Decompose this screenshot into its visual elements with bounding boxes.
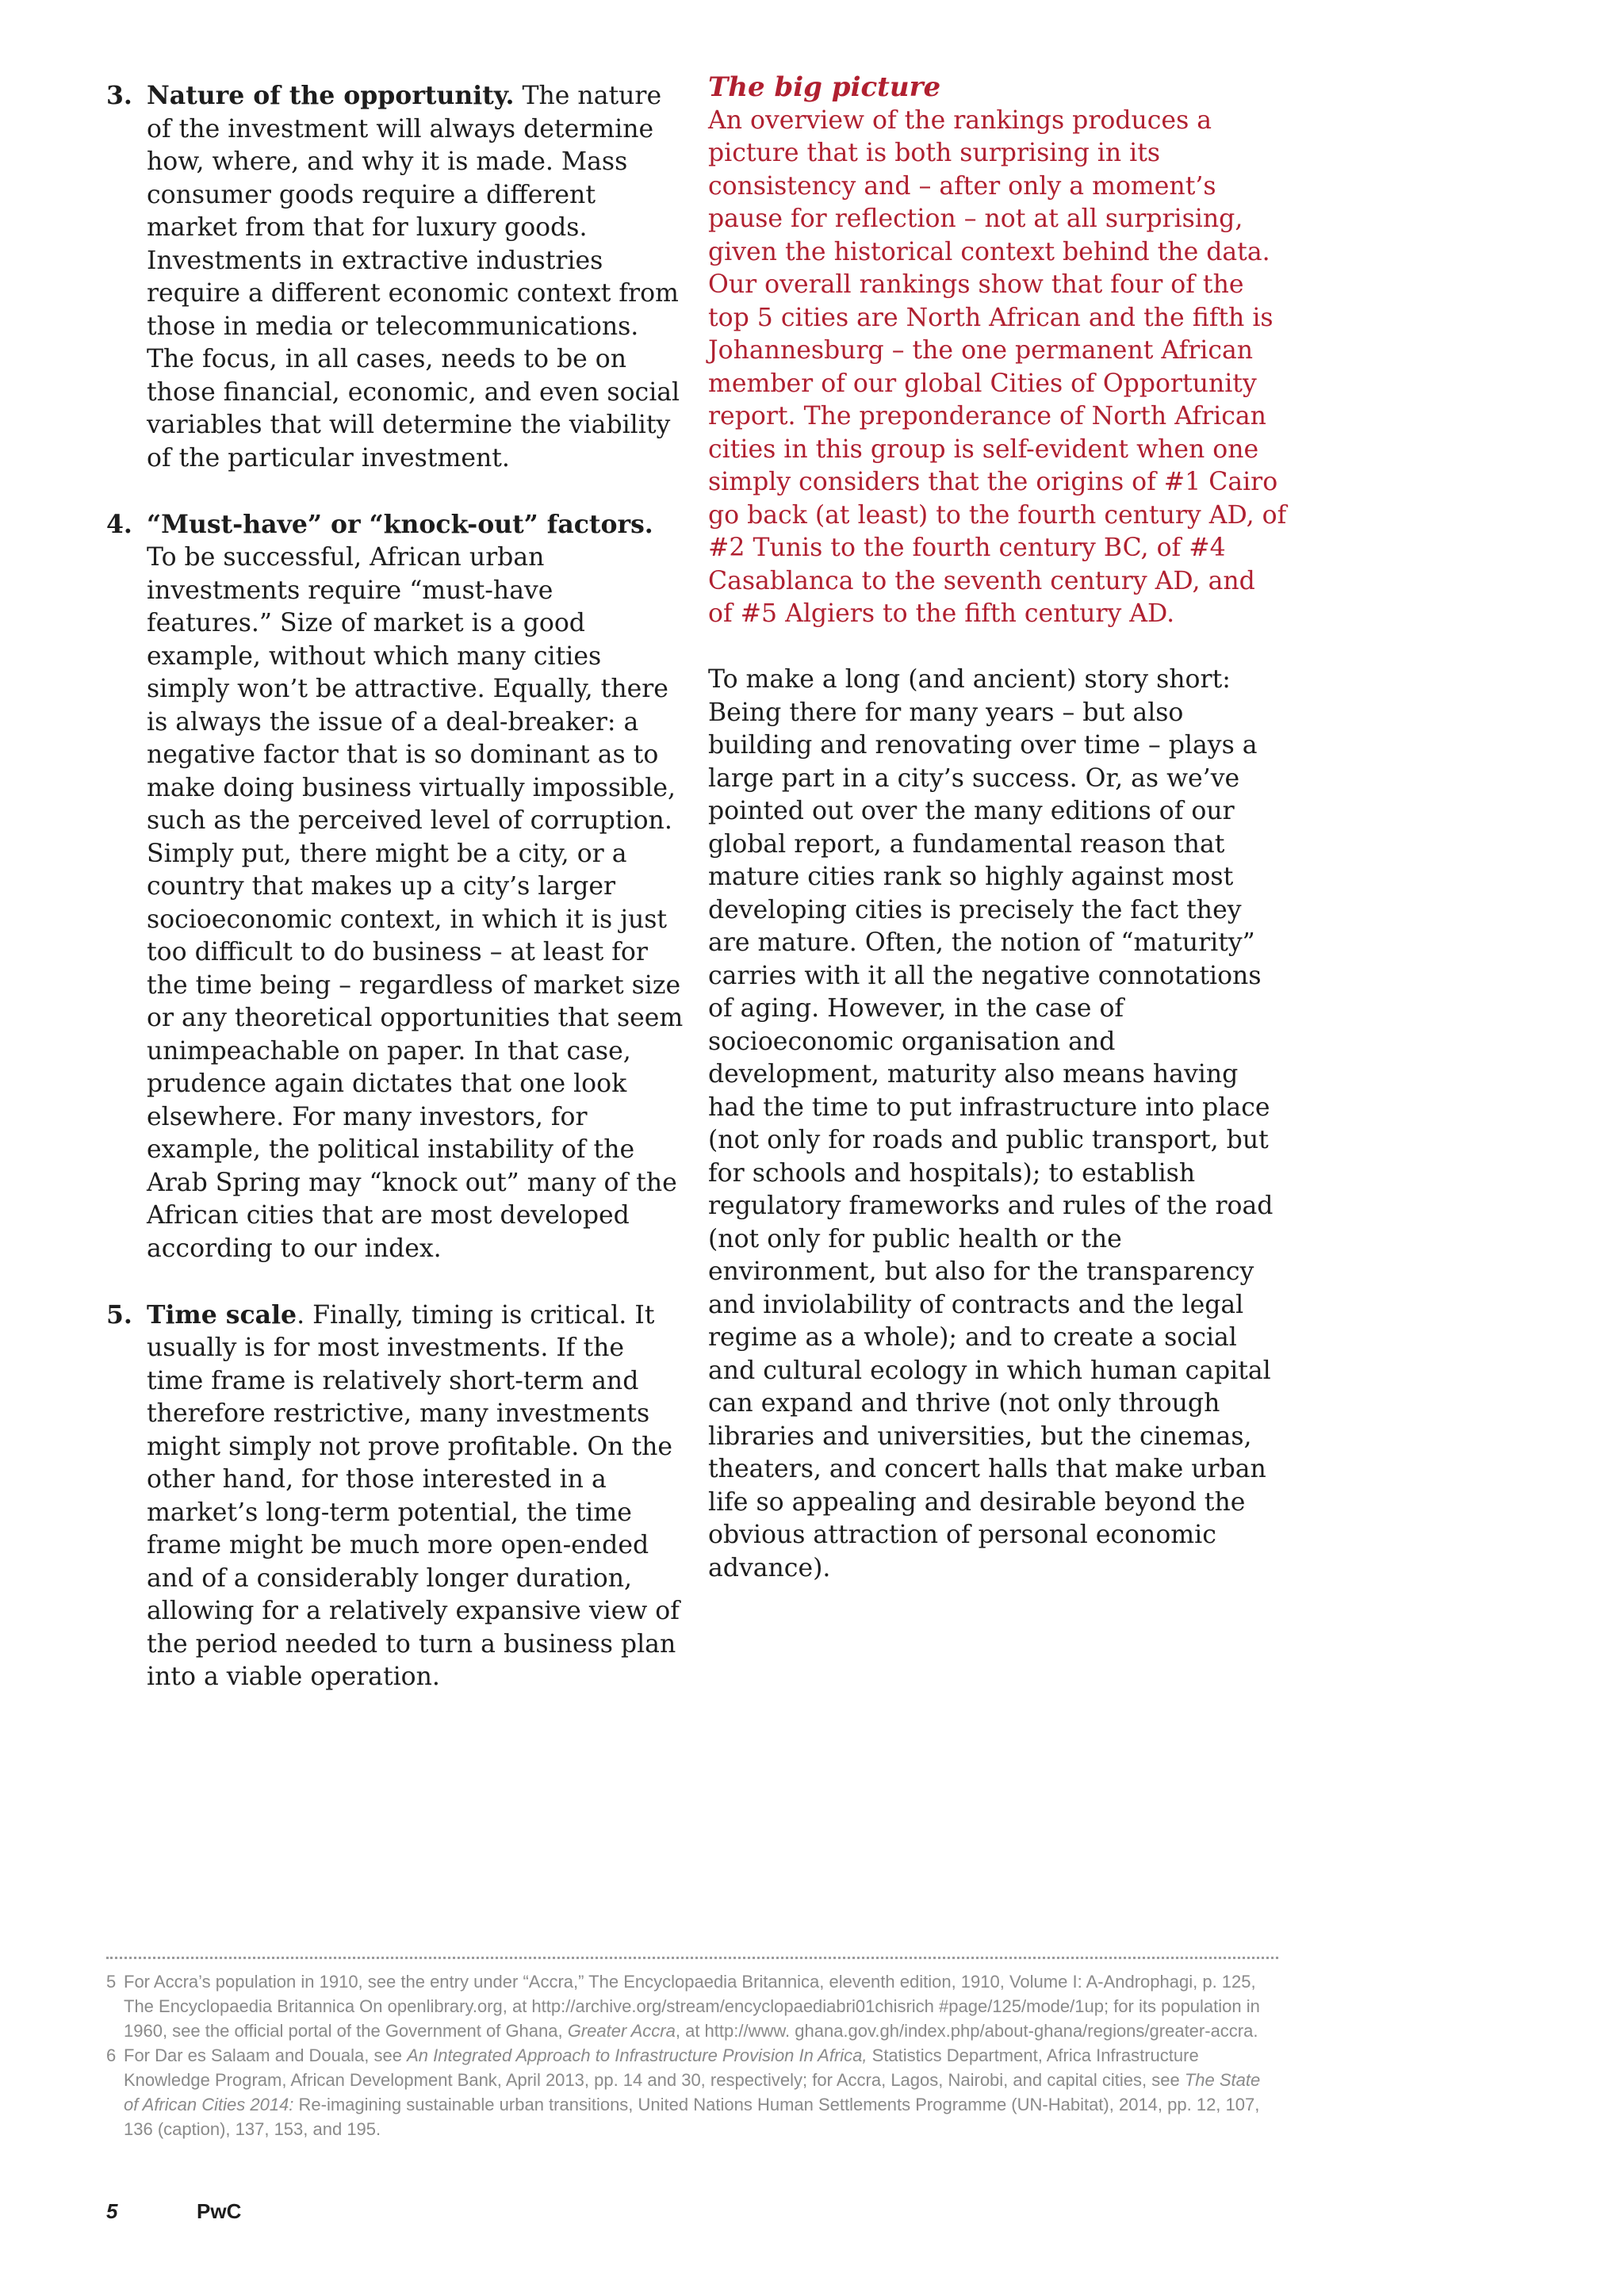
list-item-number: 5. bbox=[106, 1299, 132, 1330]
list-item-time-scale bbox=[106, 1299, 685, 1694]
footnote-text: For Accra’s population in 1910, see the entry under “Accra,” The Encyclopaedia Britannica, eleventh edition, 1910, Volume I: A-Androphagi, p. 125, The Encyclopaedia Britannica On openlibrary.org, at http://archive.org/stream/encyclopaediabri01chisrich #page/125/mode/1up; for its population in 1960, see the official portal of the Government of Ghana, bbox=[124, 1972, 1260, 2041]
list-item-number: 3. bbox=[106, 81, 132, 110]
list-item-text: The nature of the investment will always determine how, where, and why it is made. Mass consumer goods require a different market from that for luxury goods. Investments in extractive industries require a different economic context from those in media or telecommunications. The focus, in all cases, needs to be on those financial, economic, and even social variables that will determine the viability of the particular investment. bbox=[147, 82, 680, 473]
footnote-text: For Dar es Salaam and Douala, see bbox=[124, 2045, 408, 2065]
list-item-number: 4. bbox=[106, 509, 132, 539]
footnotes bbox=[106, 1969, 1278, 2141]
body-paragraph: To make a long (and ancient) story short: Being there for many years – but also building and renovating over time – plays a large part in a city’s success. Or, as we’ve pointed out over the many editions of our global report, a fundamental reason that mature cities rank so highly against most developing cities is precisely the fact they are mature. Often, the notion of “maturity” carries with it all the negative connotations of aging. However, in the case of socioeconomic organisation and development, maturity also means having had the time to put infrastructure into place (not only for roads and public transport, but for schools and hospitals); to establish regulatory frameworks and rules of the road (not only for public health or the environment, but also for the transparency and inviolability of contracts and the legal regime as a whole); and to create a social and cultural ecology in which human capital can expand and thrive (not only through libraries and universities, but the cinemas, theaters, and concert halls that make urban life so appealing and desirable beyond the obvious attraction of personal economic advance). bbox=[708, 665, 1274, 1582]
footnote-5 bbox=[106, 1969, 1278, 2043]
footnote-number: 5 bbox=[106, 1972, 117, 1992]
footnote-italic-title: Greater Accra bbox=[567, 2021, 676, 2041]
list-item-lead: Time scale bbox=[147, 1299, 297, 1330]
left-column bbox=[106, 79, 685, 1727]
list-item-lead: Nature of the opportunity. bbox=[147, 81, 515, 110]
highlight-paragraph: An overview of the rankings produces a picture that is both surprising in its consistency and – after only a moment’s pause for reflection – not at all surprising, given the historical context behind the data. Our overall rankings show that four of the top 5 cities are North African and the fifth is Johannesburg – the one permanent African member of our global Cities of Opportunity report. The preponderance of North African cities in this group is self-evident when one simply considers that the origins of #1 Cairo go back (at least) to the fourth century AD, of #2 Tunis to the fourth century BC, of #4 Casablanca to the seventh century AD, and of #5 Algiers to the fifth century AD. bbox=[708, 105, 1287, 628]
footnote-text: , at http://www. ghana.gov.gh/index.php/about-ghana/regions/greater-accra. bbox=[675, 2021, 1258, 2041]
footnote-italic-title: An Integrated Approach to Infrastructure Provision In Africa, bbox=[407, 2045, 868, 2065]
list-item-text: To be successful, African urban investments require “must-have features.” Size of market is a good example, without which many cities simply won’t be attractive. Equally, there is always the issue of a deal-breaker: a negative factor that is so dominant as to make doing business virtually impossible, such as the perceived level of corruption. Simply put, there might be a city, or a country that makes up a city’s larger socioeconomic context, in which it is just too difficult to do business – at least for the time being – regardless of market size or any theoretical opportunities that seem unimpeachable on paper. In that case, prudence again dictates that one look elsewhere. For many investors, for example, the political instability of the Arab Spring may “knock out” many of the African cities that are most developed according to our index. bbox=[147, 543, 684, 1263]
footnote-6 bbox=[106, 2043, 1278, 2141]
footnote-divider bbox=[106, 1957, 1278, 1959]
page-number: 5 bbox=[106, 2199, 118, 2223]
list-item-nature-of-opportunity bbox=[106, 79, 685, 475]
footnote-text: Re-imagining sustainable urban transitions, United Nations Human Settlements Programme (UN-Habitat), 2014, pp. 12, 107, 136 (caption), 137, 153, and 195. bbox=[124, 2095, 1260, 2139]
list-item-must-have-factors bbox=[106, 508, 685, 1266]
right-column bbox=[708, 71, 1287, 1585]
section-heading: The big picture bbox=[708, 71, 941, 103]
footnote-italic-title: The State of African Cities 2014: bbox=[124, 2070, 1261, 2114]
footnote-number: 6 bbox=[106, 2045, 117, 2065]
list-item-text: . Finally, timing is critical. It usually is for most investments. If the time frame is relatively short-term and therefore restrictive, many investments might simply not prove profitable. On the other hand, for those interested in a market’s long-term potential, the time frame might be much more open-ended and of a considerably longer duration, allowing for a relatively expansive view of the period needed to turn a business plan into a viable operation. bbox=[147, 1300, 680, 1691]
brand-name: PwC bbox=[197, 2199, 242, 2223]
footnote-text: Statistics Department, Africa Infrastructure Knowledge Program, African Development Bank, April 2013, pp. 14 and 30, respectively; for Accra, Lagos, Nairobi, and capital cities, see bbox=[124, 2045, 1199, 2090]
list-item-lead: “Must-have” or “knock-out” factors. bbox=[147, 509, 653, 539]
